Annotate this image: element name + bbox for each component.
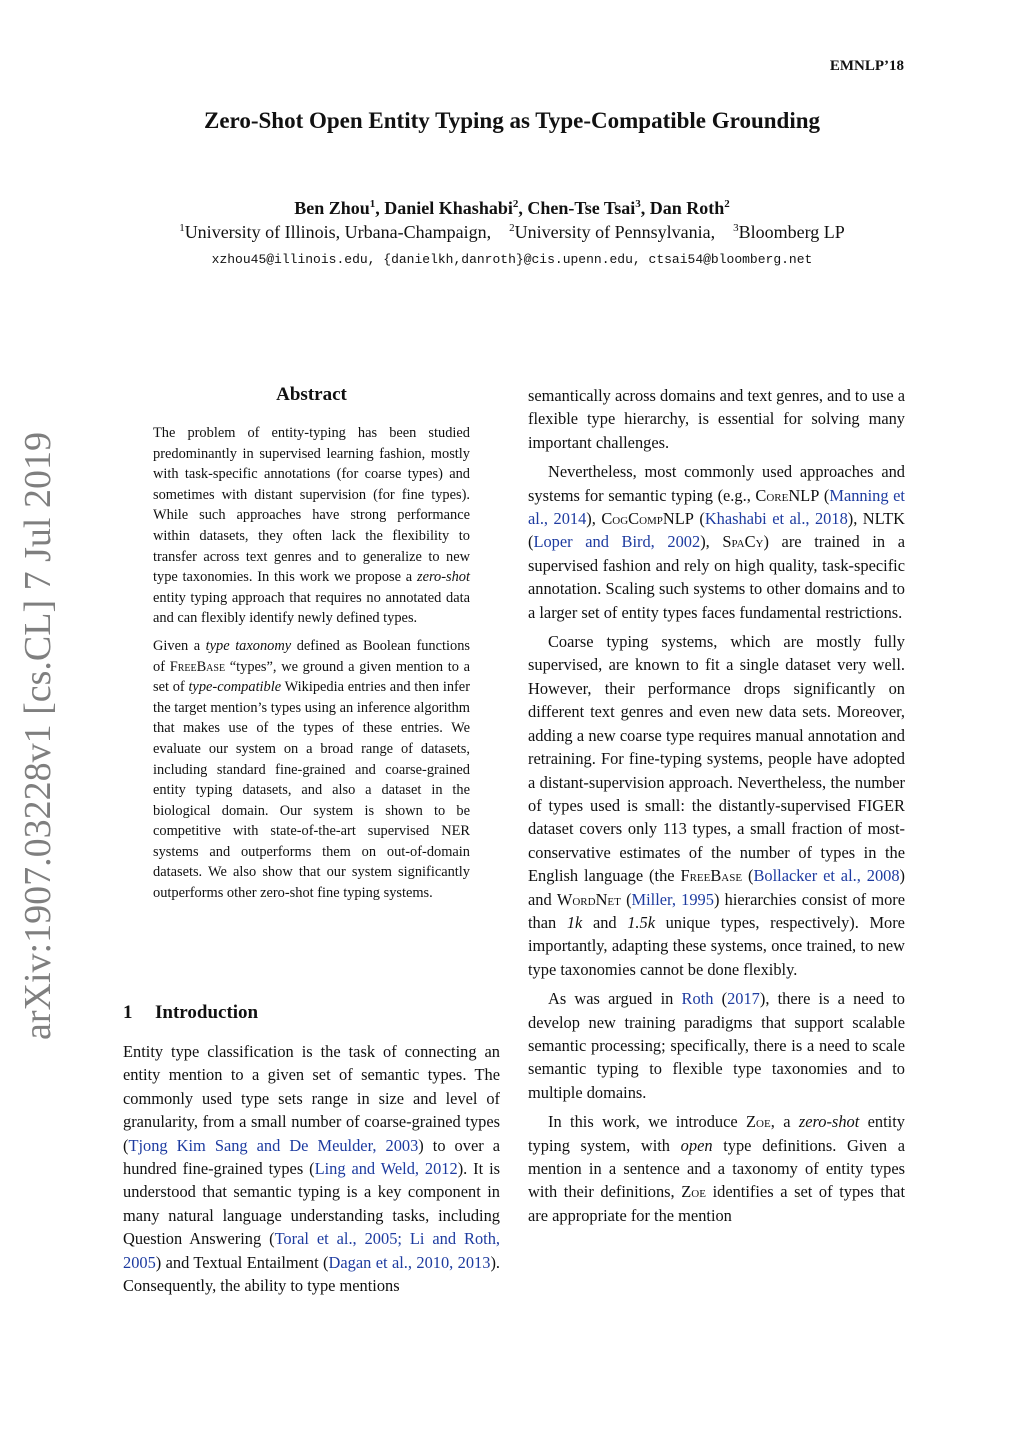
venue-label: EMNLP’18 [829, 58, 904, 74]
citation-link[interactable]: Bollacker et al., 2008 [753, 866, 900, 886]
body-paragraph: Nevertheless, most commonly used approaches and systems for semantic typing (e.g., CoreNLP (Manning et al., 2014), CogCompNLP (Khashabi et al., 2018), NLTK (Loper and Bird, 2002), SpaCy) are trained in a supervised fashion and rely on high quality, task-specific annotation. Scaling such systems to other domains and to a larger set of entity types faces fundamental restrictions. [528, 462, 905, 622]
right-column [528, 384, 905, 1227]
citation-link[interactable]: Loper and Bird, 2002 [533, 532, 701, 552]
citation-link[interactable]: Ling and Weld, 2012 [314, 1159, 458, 1179]
citation-link[interactable]: Miller, 1995 [631, 889, 714, 909]
paper-title: Zero-Shot Open Entity Typing as Type-Compatible Grounding [203, 108, 821, 133]
author-name: Dan Roth [649, 198, 725, 218]
arxiv-stamp: arXiv:1907.03228v1 [cs.CL] 7 Jul 2019 [17, 432, 59, 1040]
citation-link[interactable]: Manning et al., 2014 [528, 485, 905, 529]
abstract-heading: Abstract [276, 384, 347, 405]
citation-link[interactable]: Khashabi et al., 2018 [704, 509, 848, 529]
body-paragraph: In this work, we introduce Zoe, a zero-shot entity typing system, with open type definitions. Given a mention in a sentence and a taxonomy of entity types with their definitions, Zoe identifies a set of types that are appropriate for the mention [528, 1112, 905, 1225]
citation-link[interactable]: Tjong Kim Sang and De Meulder, 2003 [128, 1135, 419, 1155]
abstract-paragraph: Given a type taxonomy defined as Boolean functions of FreeBase “types”, we ground a given mention to a set of type-compatible Wikipedia entries and then infer the target mention’s types using an inference algorithm that makes use of the types of these entries. We evaluate our system on a broad range of datasets, including standard fine-grained and coarse-grained entity typing datasets, and also a dataset in the biological domain. Our system is shown to be competitive with state-of-the-art supervised NER systems and outperforms them on out-of-domain datasets. We also show that our system significantly outperforms other zero-shot fine typing systems. [153, 637, 471, 902]
citation-link[interactable]: 2017 [727, 989, 760, 1009]
abstract-body [153, 423, 470, 904]
author-name: Daniel Khashabi [384, 198, 513, 218]
citation-link[interactable]: Dagan et al., 2010, 2013 [328, 1252, 491, 1272]
citation-link[interactable]: Roth [681, 989, 714, 1009]
author-emails: xzhou45@illinois.edu, {danielkh,danroth}@cis.upenn.edu, ctsai54@bloomberg.net [211, 252, 813, 267]
author-name: Chen-Tse Tsai [527, 198, 636, 218]
body-paragraph: semantically across domains and text genres, and to use a flexible type hierarchy, is essential for solving many important challenges. [528, 386, 905, 452]
affiliation: University of Illinois, Urbana-Champaign, [184, 222, 492, 242]
affiliation: Bloomberg LP [738, 222, 845, 242]
author-list: Ben Zhou$^1$, Daniel Khashabi$^2$, Chen-Tse Tsai$^3$, Dan Roth$^2$ [294, 198, 730, 218]
citation-link[interactable]: Toral et al., 2005; Li and Roth, 2005 [123, 1229, 500, 1272]
body-paragraph: As was argued in Roth (2017), there is a need to develop new training paradigms that support scalable semantic processing; specifically, there is a need to scale semantic typing to flexible type taxonomies and to multiple domains. [528, 989, 905, 1102]
intro-body [123, 1040, 500, 1297]
affiliation-list: $^1$University of Illinois, Urbana-Champaign, $^2$University of Pennsylvania, $^3$Bloomberg LP [179, 222, 845, 242]
abstract-paragraph: The problem of entity-typing has been studied predominantly in supervised learning fashion, mostly with task-specific annotations (for coarse types) and sometimes with distant supervision (for fine types). While such approaches have strong performance within datasets, they often lack the flexibility to transfer across text genres and to generalize to new type taxonomies. In this work we propose a zero-shot entity typing approach that requires no annotated data and can flexibly identify newly defined types. [153, 425, 470, 627]
affiliation: University of Pennsylvania, [514, 222, 716, 242]
body-paragraph: Coarse typing systems, which are mostly fully supervised, are known to fit a single dataset very well. However, their performance drops significantly on different text genres and even new data sets. Moreover, adding a new coarse type requires manual annotation and retraining. For fine-typing systems, people have adopted a distant-supervision approach. Nevertheless, the number of types used is small: the distantly-supervised FIGER dataset covers only 113 types, a small fraction of most-conservative estimates of the number of types in the English language (the FreeBase (Bollacker et al., 2008) and WordNet (Miller, 1995) hierarchies consist of more than 1k and 1.5k unique types, respectively). More importantly, adapting these systems, once trained, to new type taxonomies cannot be done flexibly. [528, 632, 905, 979]
author-name: Ben Zhou [294, 198, 370, 218]
intro-paragraph: Entity type classification is the task of connecting an entity mention to a given set of semantic types. The commonly used type sets range in size and level of granularity, from a small number of coarse-grained types (Tjong Kim Sang and De Meulder, 2003) to over a hundred fine-grained types (Ling and Weld, 2012). It is understood that semantic typing is a key component in many natural language understanding tasks, including Question Answering (Toral et al., 2005; Li and Roth, 2005) and Textual Entailment (Dagan et al., 2010, 2013). Consequently, the ability to type mentions [123, 1042, 501, 1296]
section-heading: 1 Introduction [123, 1002, 259, 1023]
